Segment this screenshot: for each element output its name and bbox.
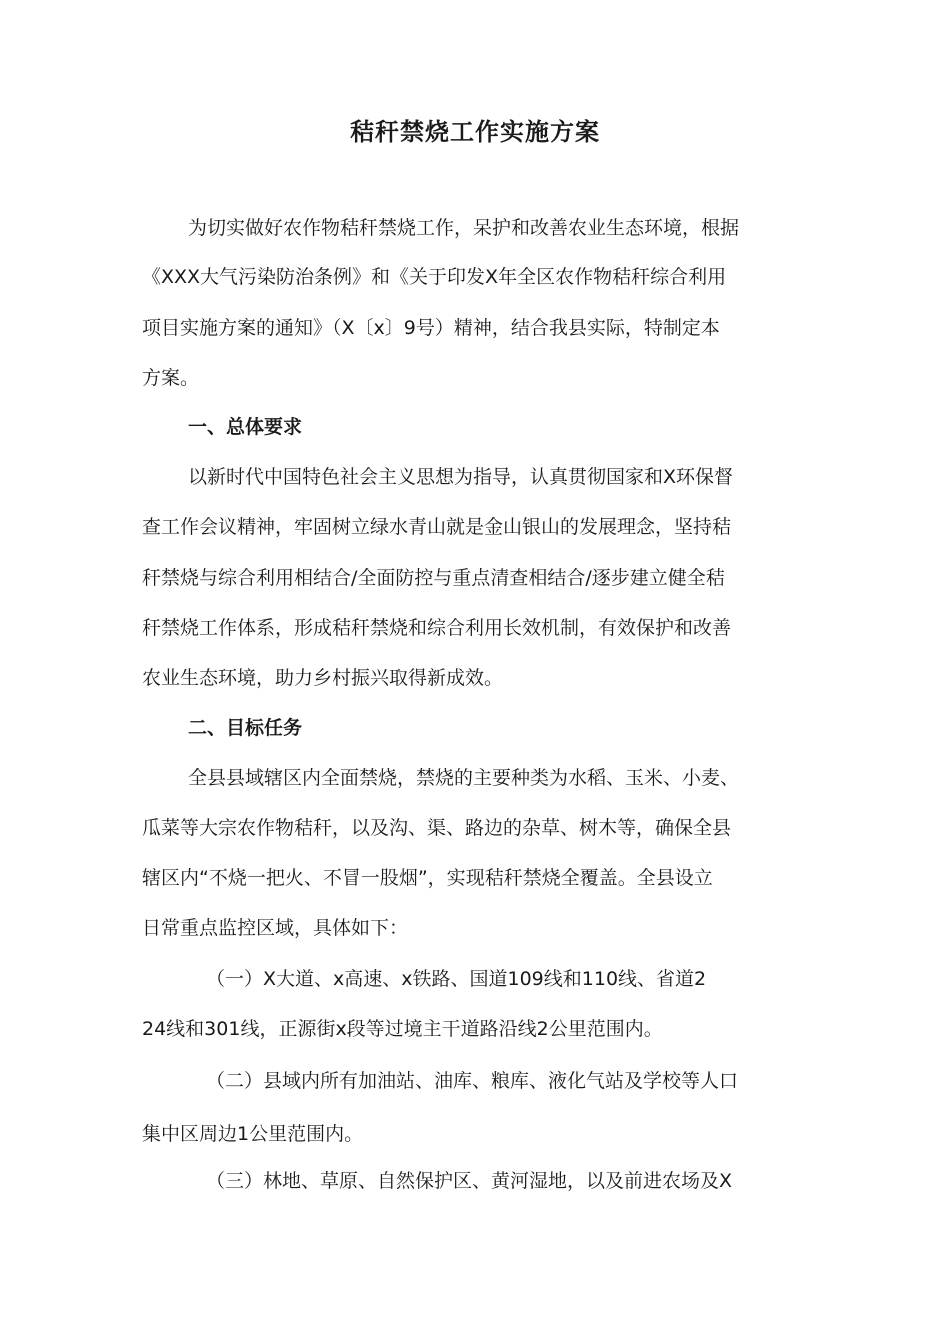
document-title: 秸秆禁烧工作实施方案 <box>350 118 600 146</box>
list-item: （二）县域内所有加油站、油库、粮库、液化气站及学校等人口 <box>206 1070 739 1092</box>
paragraph-line: 瓜菜等大宗农作物秸秆，以及沟、渠、路边的杂草、树木等，确保全县 <box>142 817 732 839</box>
paragraph-line: 全县县域辖区内全面禁烧，禁烧的主要种类为水稻、玉米、小麦、 <box>188 767 740 789</box>
paragraph-line: 日常重点监控区域，具体如下： <box>142 917 409 939</box>
paragraph-line: 为切实做好农作物秸秆禁烧工作，呆护和改善农业生态环境，根据 <box>188 217 740 239</box>
paragraph-line: 辖区内“不烧一把火、不冒一股烟”，实现秸秆禁烧全覆盖。全县设立 <box>142 867 713 889</box>
paragraph-line: 秆禁烧工作体系，形成秸秆禁烧和综合利用长效机制，有效保护和改善 <box>142 617 732 639</box>
paragraph-line: 方案。 <box>142 367 200 389</box>
paragraph-line: 以新时代中国特色社会主义思想为指导，认真贯彻国家和X环保督 <box>188 466 734 488</box>
section-heading: 二、目标任务 <box>188 717 303 739</box>
list-item: （一）X大道、x高速、x铁路、国道109线和110线、省道2 <box>206 968 707 990</box>
paragraph-line: 农业生态环境，助力乡村振兴取得新成效。 <box>142 667 504 689</box>
list-item-continuation: 24线和301线，正源街x段等过境主干道路沿线2公里范围内。 <box>142 1018 663 1040</box>
section-heading: 一、总体要求 <box>188 416 303 438</box>
paragraph-line: 项目实施方案的通知》（X〔x〕9号）精神，结合我县实际，特制定本 <box>142 317 720 339</box>
list-item: （三）林地、草原、自然保护区、黄河湿地，以及前进农场及X <box>206 1170 733 1192</box>
paragraph-line: 查工作会议精神，牢固树立绿水青山就是金山银山的发展理念，坚持秸 <box>142 516 732 538</box>
paragraph-line: 《XXX大气污染防治条例》和《关于印发X年全区农作物秸秆综合利用 <box>142 266 727 288</box>
list-item-continuation: 集中区周边1公里范围内。 <box>142 1123 364 1145</box>
paragraph-line: 秆禁烧与综合利用相结合/全面防控与重点清查相结合/逐步建立健全秸 <box>142 567 725 589</box>
